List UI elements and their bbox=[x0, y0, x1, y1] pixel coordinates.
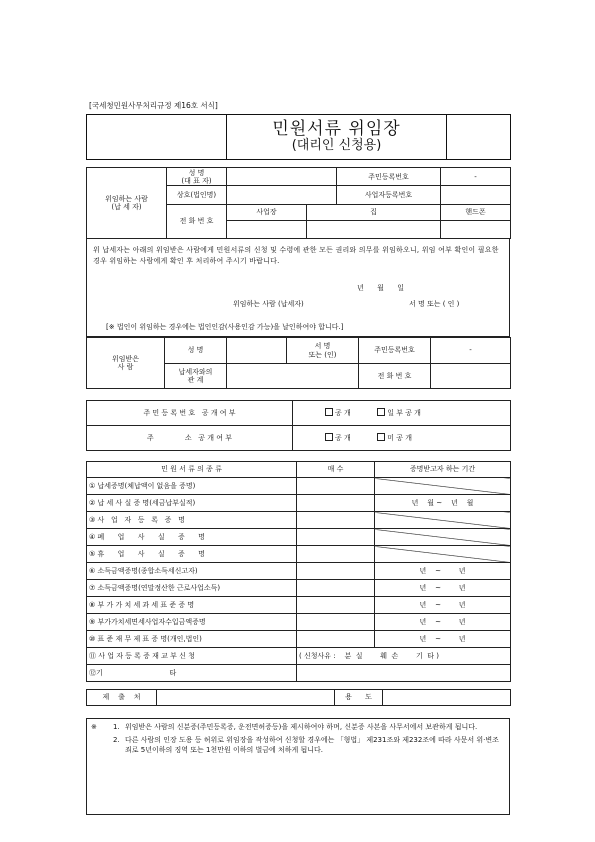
delegate-phone-field[interactable] bbox=[431, 364, 511, 389]
sign-line-label: 위임하는 사람 (납세자) bbox=[233, 300, 304, 308]
address-hidden-checkbox[interactable] bbox=[377, 433, 385, 441]
phone-col-business: 사업장 bbox=[227, 204, 307, 220]
delegator-phone-label: 전 화 번 호 bbox=[167, 204, 227, 239]
document-name: ① 납세증명(체납액이 없음을 증명) bbox=[87, 478, 297, 495]
document-count-field[interactable] bbox=[297, 563, 375, 580]
submit-table bbox=[86, 689, 511, 706]
delegator-table bbox=[86, 167, 511, 239]
phone-home-field[interactable] bbox=[307, 220, 441, 238]
document-count-field[interactable] bbox=[297, 546, 375, 563]
docs-header-count: 매 수 bbox=[297, 462, 375, 478]
delegator-section-label: 위임하는 사람 (납 세 자) bbox=[87, 168, 167, 239]
address-disclosure-options bbox=[293, 426, 511, 451]
document-period-field[interactable] bbox=[375, 529, 511, 546]
submit-to-label: 제 출 처 bbox=[87, 690, 157, 706]
submit-use-label: 용 도 bbox=[335, 690, 383, 706]
phone-business-field[interactable] bbox=[227, 220, 307, 238]
title-left-cell bbox=[87, 115, 227, 160]
delegate-name-label: 성 명 bbox=[165, 338, 227, 364]
page-title: 민원서류 위임장 bbox=[272, 119, 401, 140]
document-count-field[interactable] bbox=[297, 580, 375, 597]
document-name: ⑧ 부 가 가 치 세 과 세 표 준 증 명 bbox=[87, 597, 297, 614]
document-row bbox=[87, 512, 511, 529]
date-line: 년 월 일 bbox=[357, 284, 404, 292]
delegator-name-label: 성 명 (대 표 자) bbox=[167, 168, 227, 186]
document-types-table bbox=[86, 461, 511, 682]
rrn-disclose-label: 공 개 bbox=[335, 409, 351, 418]
note-1-number: 1. bbox=[113, 723, 120, 731]
delegate-rrn-label: 주민등록번호 bbox=[359, 338, 431, 364]
document-count-field[interactable] bbox=[297, 512, 375, 529]
statement-text: 위 납세자는 아래의 위임받은 사람에게 민원서류의 신청 및 수령에 관한 모든 권리와 의무를 위임하오니, 위임 여부 확인이 필요한 경우 위임하는 사람에게 확인 후 처리하여 주시기 바랍니다. bbox=[93, 246, 499, 265]
notes-box bbox=[86, 718, 510, 815]
document-row bbox=[87, 546, 511, 563]
delegate-section-label: 위임받은 사 람 bbox=[87, 338, 165, 389]
delegator-company-field[interactable] bbox=[227, 186, 337, 204]
rrn-partial-label: 일 부 공 개 bbox=[387, 409, 421, 418]
phone-col-mobile: 핸드폰 bbox=[441, 204, 511, 220]
document-name: ⑥ 소득금액증명(종합소득세신고자) bbox=[87, 563, 297, 580]
document-period-field[interactable]: 년 월 ~ 년 월 bbox=[375, 495, 511, 512]
delegator-rrn-field[interactable]: - bbox=[441, 168, 511, 186]
delegate-phone-label: 전 화 번 호 bbox=[359, 364, 431, 389]
note-1 bbox=[91, 722, 505, 732]
docs-header-type: 민 원 서 류 의 종 류 bbox=[87, 462, 297, 478]
reissue-reason[interactable]: ( 신청사유 : 분 실 훼 손 기 타 ) bbox=[297, 648, 511, 665]
document-name: ④ 폐 업 사 실 증 명 bbox=[87, 529, 297, 546]
other-label: ⑫기 타 bbox=[87, 665, 297, 682]
document-count-field[interactable] bbox=[297, 478, 375, 495]
delegate-table bbox=[86, 337, 511, 389]
title-table bbox=[86, 114, 511, 160]
note-2 bbox=[91, 735, 505, 755]
title-right-cell bbox=[447, 115, 511, 160]
delegate-relation-field[interactable] bbox=[227, 364, 359, 389]
document-count-field[interactable] bbox=[297, 495, 375, 512]
document-count-field[interactable] bbox=[297, 529, 375, 546]
disclosure-table bbox=[86, 400, 511, 451]
note-1-text: 위임받은 사람의 신분증(주민등록증, 운전면허증등)을 제시하여야 하며, 신분증 사본을 사무서에서 보관하게 됩니다. bbox=[125, 723, 478, 731]
note-1-mark: ※ bbox=[91, 723, 97, 731]
document-name: ⑦ 소득금액증명(연말정산한 근로사업소득) bbox=[87, 580, 297, 597]
document-row bbox=[87, 563, 511, 580]
document-period-field[interactable]: 년 ~ 년 bbox=[375, 614, 511, 631]
delegate-relation-label: 납세자와의 관 계 bbox=[165, 364, 227, 389]
rrn-disclose-checkbox[interactable] bbox=[325, 408, 333, 416]
delegate-rrn-field[interactable]: - bbox=[431, 338, 511, 364]
document-count-field[interactable] bbox=[297, 614, 375, 631]
phone-mobile-field[interactable] bbox=[441, 220, 511, 238]
delegator-name-field[interactable] bbox=[227, 168, 337, 186]
form-reference: [국세청민원사무처리규정 제16호 서식] bbox=[89, 101, 218, 110]
document-count-field[interactable] bbox=[297, 597, 375, 614]
rrn-disclosure-label: 주 민 등 록 번 호 공 개 여 부 bbox=[87, 401, 293, 426]
address-disclosure-label: 주 소 공 개 여 부 bbox=[87, 426, 293, 451]
phone-col-home: 집 bbox=[307, 204, 441, 220]
sign-line-signature[interactable]: 서 명 또는 ( 인 ) bbox=[409, 300, 460, 308]
note-2-text: 다른 사람의 인장 도용 등 허위로 위임장을 작성하여 신청할 경우에는 「형법」 제231조와 제232조에 따라 사문서 위·변조죄로 5년이하의 징역 또는 1천만원 이하의 벌금에 처하게 됩니다. bbox=[125, 736, 499, 755]
rrn-disclosure-options bbox=[293, 401, 511, 426]
document-row bbox=[87, 631, 511, 648]
document-period-field[interactable] bbox=[375, 546, 511, 563]
address-disclose-label: 공 개 bbox=[335, 434, 351, 443]
page-subtitle: (대리인 신청용) bbox=[291, 137, 382, 153]
document-row bbox=[87, 495, 511, 512]
note-2-number: 2. bbox=[113, 736, 120, 745]
delegate-name-field[interactable] bbox=[227, 338, 287, 364]
document-row bbox=[87, 597, 511, 614]
document-row bbox=[87, 529, 511, 546]
delegate-sign-label: 서 명 또는 (인) bbox=[287, 338, 359, 364]
rrn-partial-checkbox[interactable] bbox=[377, 408, 385, 416]
document-period-field[interactable]: 년 ~ 년 bbox=[375, 597, 511, 614]
delegator-company-label: 상호(법인명) bbox=[167, 186, 227, 204]
reissue-label: ⑪ 사 업 자 등 록 증 재 교 부 신 청 bbox=[87, 648, 297, 665]
document-name: ③ 사 업 자 등 록 증 명 bbox=[87, 512, 297, 529]
document-count-field[interactable] bbox=[297, 631, 375, 648]
submit-to-field[interactable] bbox=[157, 690, 335, 706]
document-period-field[interactable] bbox=[375, 478, 511, 495]
submit-use-field[interactable] bbox=[383, 690, 511, 706]
document-row bbox=[87, 478, 511, 495]
document-name: ⑨ 부가가치세면세사업자수입금액증명 bbox=[87, 614, 297, 631]
address-disclose-checkbox[interactable] bbox=[325, 433, 333, 441]
docs-header-period: 증명받고자 하는 기간 bbox=[375, 462, 511, 478]
document-row bbox=[87, 614, 511, 631]
document-period-field[interactable] bbox=[375, 512, 511, 529]
address-hidden-label: 미 공 개 bbox=[387, 434, 412, 443]
document-period-field[interactable]: 년 ~ 년 bbox=[375, 631, 511, 648]
delegator-rrn-label: 주민등록번호 bbox=[337, 168, 441, 186]
document-row bbox=[87, 580, 511, 597]
title-cell bbox=[227, 115, 447, 160]
document-period-field[interactable]: 년 ~ 년 bbox=[375, 580, 511, 597]
corporate-seal-note: [※ 법인이 위임하는 경우에는 법인인감(사용인감 가능)을 날인하여야 합니다.] bbox=[106, 323, 344, 331]
delegator-bizno-label: 사업자등록번호 bbox=[337, 186, 441, 204]
document-name: ② 납 세 사 실 증 명(세금납부실적) bbox=[87, 495, 297, 512]
delegator-bizno-field[interactable] bbox=[441, 186, 511, 204]
document-period-field[interactable]: 년 ~ 년 bbox=[375, 563, 511, 580]
document-name: ⑤ 휴 업 사 실 증 명 bbox=[87, 546, 297, 563]
other-field[interactable] bbox=[297, 665, 511, 682]
document-name: ⑩ 표 준 재 무 제 표 증 명(개인,법인) bbox=[87, 631, 297, 648]
